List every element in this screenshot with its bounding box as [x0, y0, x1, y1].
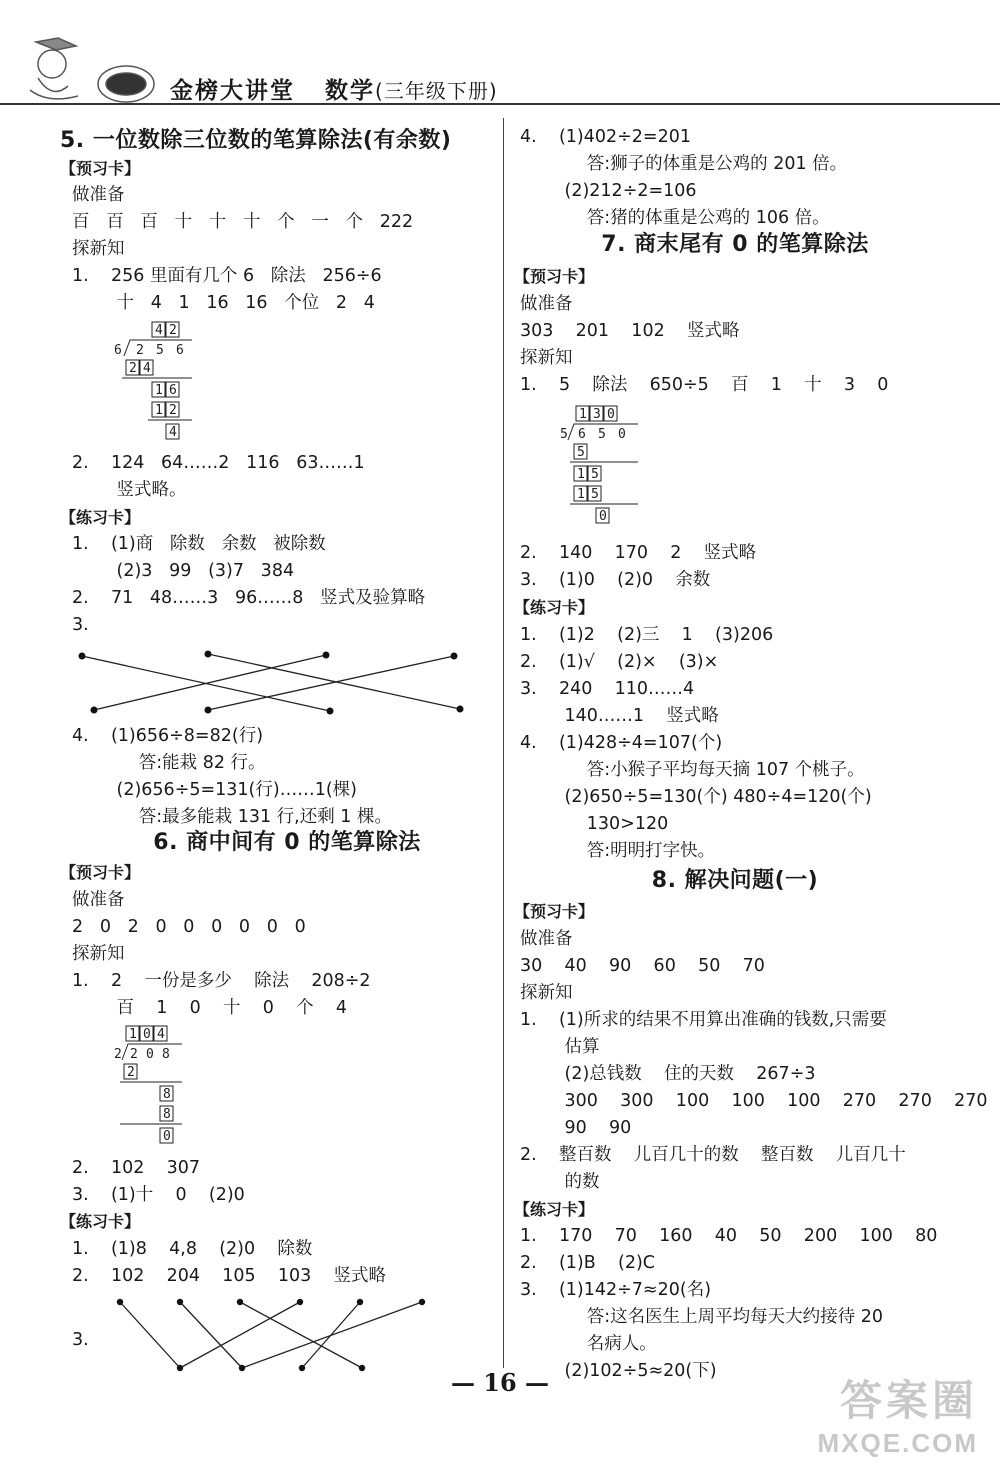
s7-explore-1: 1. 5 除法 650÷5 百 1 十 3 0: [520, 375, 889, 395]
s8-explore-2a: 2. 整百数 儿百几十的数 整百数 儿百几十: [520, 1145, 906, 1165]
s7-practice-2: 2. (1)√ (2)× (3)×: [520, 652, 719, 672]
remainder-digit: 0: [599, 509, 607, 524]
s8-explore-2b: 的数: [520, 1172, 600, 1192]
watermark-main: 答案圈: [839, 1377, 978, 1424]
s7-practice-3b: 140……1 竖式略: [520, 706, 719, 726]
practice-card-label: 【练习卡】: [514, 598, 595, 617]
step-digit: 8: [163, 1087, 171, 1102]
s5-practice-4b: 答:能栽 82 行。: [72, 753, 266, 773]
s7-explore-2: 2. 140 170 2 竖式略: [520, 543, 757, 563]
header-rule: [0, 103, 1000, 105]
step-digit: 5: [591, 487, 599, 502]
watermark-url: MXQE.COM: [817, 1428, 978, 1458]
s5-explore-1a: 1. 256 里面有几个 6 除法 256÷6: [72, 266, 382, 286]
s5-practice-4a: 4. (1)656÷8=82(行): [72, 726, 264, 746]
s5-practice-2: 2. 71 48……3 96……8 竖式及验算略: [72, 588, 426, 608]
s5-explore-2a: 2. 124 64……2 116 63……1: [72, 453, 365, 473]
dividend-digit: 6: [176, 343, 184, 358]
explore-label: 探新知: [72, 944, 125, 964]
s7-practice-4e: 答:明明打字快。: [520, 841, 716, 861]
prep-label: 做准备: [72, 890, 125, 910]
s7-practice-1: 1. (1)2 (2)三 1 (3)206: [520, 625, 774, 645]
quotient-digit: 0: [607, 407, 615, 422]
quotient-digit: 1: [129, 1027, 137, 1042]
s7-practice-4b: 答:小猴子平均每天摘 107 个桃子。: [520, 760, 865, 780]
section-8-title: 8. 解决问题(一): [651, 868, 819, 893]
page-number: — 16 —: [450, 1368, 550, 1397]
step-digit: 4: [143, 361, 151, 376]
s8-practice-3c: 名病人。: [520, 1334, 657, 1354]
section-6-title: 6. 商中间有 0 的笔算除法: [153, 830, 421, 855]
s5-practice-1b: (2)3 99 (3)7 384: [72, 561, 295, 581]
header-title: [170, 72, 498, 105]
s5-practice-4d: 答:最多能栽 131 行,还剩 1 棵。: [72, 807, 392, 827]
s5-explore-2b: 竖式略。: [72, 480, 187, 500]
long-division-650-by-5: [558, 404, 678, 526]
grade-label: (三年级下册): [375, 79, 498, 103]
s8-practice-3d: (2)102÷5≈20(下): [520, 1361, 717, 1381]
dividend-digit: 2: [130, 1047, 138, 1062]
step-digit: 8: [163, 1107, 171, 1122]
prep-label: 做准备: [520, 294, 573, 314]
dividend-digit: 2: [136, 343, 144, 358]
s5-prep-answers: 百 百 百 十 十 十 个 一 个 222: [72, 212, 414, 232]
s6-explore-1b: 百 1 0 十 0 个 4: [72, 998, 348, 1018]
s8-explore-1a: 1. (1)所求的结果不用算出准确的钱数,只需要: [520, 1010, 887, 1030]
step-digit: 1: [155, 383, 163, 398]
s7-explore-3: 3. (1)0 (2)0 余数: [520, 570, 711, 590]
s6-explore-1a: 1. 2 一份是多少 除法 208÷2: [72, 971, 371, 991]
practice-card-label: 【练习卡】: [514, 1200, 595, 1219]
dividend-digit: 0: [618, 427, 626, 442]
prep-label: 做准备: [72, 185, 125, 205]
s8-practice-1: 1. 170 70 160 40 50 200 100 80: [520, 1226, 938, 1246]
step-digit: 2: [127, 1065, 135, 1080]
step-digit: 2: [129, 361, 137, 376]
preview-card-label: 【预习卡】: [514, 267, 595, 286]
brand-name: 金榜大讲堂: [170, 78, 295, 104]
long-division-208-by-2: [112, 1024, 232, 1146]
mascot-logo: [8, 20, 158, 106]
explore-label: 探新知: [72, 239, 125, 259]
step-digit: 1: [577, 467, 585, 482]
preview-card-label: 【预习卡】: [60, 863, 141, 882]
matching-diagram-1: [78, 646, 478, 716]
s6-explore-2: 2. 102 307: [72, 1158, 201, 1178]
step-digit: 6: [169, 383, 177, 398]
step-digit: 1: [155, 403, 163, 418]
explore-label: 探新知: [520, 983, 573, 1003]
step-digit: 5: [591, 467, 599, 482]
s6-practice-1: 1. (1)8 4,8 (2)0 除数: [72, 1239, 313, 1259]
page-header: [0, 0, 1000, 108]
dividend-digit: 5: [156, 343, 164, 358]
dividend-digit: 5: [598, 427, 606, 442]
quotient-digit: 2: [169, 323, 177, 338]
preview-card-label: 【预习卡】: [60, 159, 141, 178]
subject-name: 数学: [325, 78, 376, 104]
s8-practice-3a: 3. (1)142÷7≈20(名): [520, 1280, 712, 1300]
s5-practice-1a: 1. (1)商 除数 余数 被除数: [72, 534, 326, 554]
dividend-digit: 0: [146, 1047, 154, 1062]
s5-practice-3: 3.: [72, 615, 89, 635]
s7-practice-4d: 130>120: [520, 814, 669, 834]
practice-card-label: 【练习卡】: [60, 508, 141, 527]
quotient-digit: 4: [155, 323, 163, 338]
step-digit: 1: [577, 487, 585, 502]
section-5-title: 5. 一位数除三位数的笔算除法(有余数): [60, 128, 452, 153]
remainder-digit: 4: [169, 425, 177, 440]
dividend-digit: 6: [578, 427, 586, 442]
divisor: 2: [114, 1047, 122, 1062]
s7-prep-answers: 303 201 102 竖式略: [520, 321, 740, 341]
s8-explore-1d: 300 300 100 100 100 270 270 270: [520, 1091, 988, 1111]
r-practice-4d: 答:猪的体重是公鸡的 106 倍。: [520, 208, 830, 228]
s8-explore-1c: (2)总钱数 住的天数 267÷3: [520, 1064, 816, 1084]
s5-explore-1b: 十 4 1 16 16 个位 2 4: [72, 293, 375, 313]
s8-prep-answers: 30 40 90 60 50 70: [520, 956, 765, 976]
s7-practice-4a: 4. (1)428÷4=107(个): [520, 733, 723, 753]
step-digit: 5: [577, 445, 585, 460]
s8-explore-1b: 估算: [520, 1037, 600, 1057]
explore-label: 探新知: [520, 348, 573, 368]
divisor: 6: [114, 343, 122, 358]
s8-practice-3b: 答:这名医生上周平均每天大约接待 20: [520, 1307, 883, 1327]
prep-label: 做准备: [520, 929, 573, 949]
practice-card-label: 【练习卡】: [60, 1212, 141, 1231]
long-division-256-by-6: [112, 320, 232, 442]
s6-prep-answers: 2 0 2 0 0 0 0 0 0: [72, 917, 306, 937]
quotient-digit: 0: [143, 1027, 151, 1042]
preview-card-label: 【预习卡】: [514, 902, 595, 921]
quotient-digit: 1: [579, 407, 587, 422]
dividend-digit: 8: [162, 1047, 170, 1062]
s6-practice-2: 2. 102 204 105 103 竖式略: [72, 1266, 387, 1286]
divisor: 5: [560, 427, 568, 442]
s6-practice-3: 3.: [72, 1330, 89, 1350]
remainder-digit: 0: [163, 1129, 171, 1144]
column-divider: [503, 118, 504, 1368]
r-practice-4b: 答:狮子的体重是公鸡的 201 倍。: [520, 154, 848, 174]
s6-explore-3: 3. (1)十 0 (2)0: [72, 1185, 245, 1205]
r-practice-4c: (2)212÷2=106: [520, 181, 697, 201]
quotient-digit: 3: [593, 407, 601, 422]
step-digit: 2: [169, 403, 177, 418]
matching-diagram-2: [112, 1296, 442, 1376]
r-practice-4a: 4. (1)402÷2=201: [520, 127, 692, 147]
watermark: [818, 1368, 978, 1459]
quotient-digit: 4: [157, 1027, 165, 1042]
s5-practice-4c: (2)656÷5=131(行)……1(棵): [72, 780, 357, 800]
s7-practice-3a: 3. 240 110……4: [520, 679, 695, 699]
s8-practice-2: 2. (1)B (2)C: [520, 1253, 656, 1273]
section-7-title: 7. 商末尾有 0 的笔算除法: [601, 232, 869, 257]
s8-explore-1e: 90 90: [520, 1118, 632, 1138]
s7-practice-4c: (2)650÷5=130(个) 480÷4=120(个): [520, 787, 872, 807]
